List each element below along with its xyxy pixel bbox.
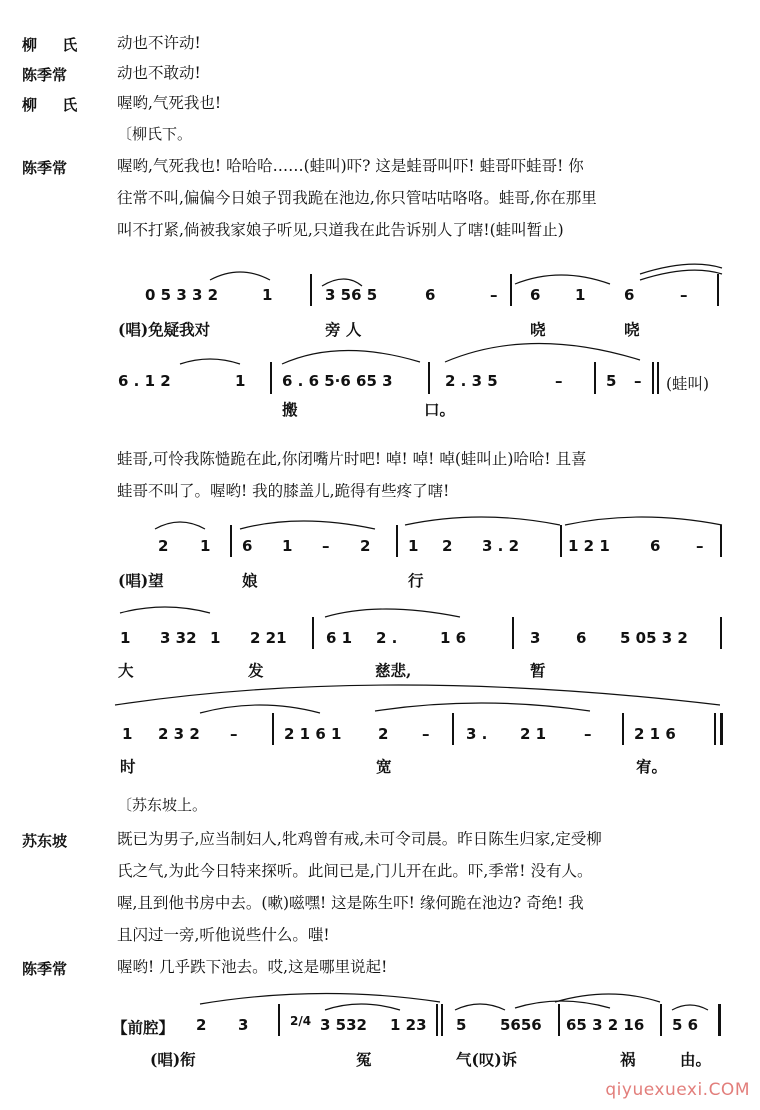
bar-line bbox=[558, 1004, 560, 1036]
score-note: 1 bbox=[200, 537, 211, 555]
score-lyric: 哓 bbox=[624, 320, 640, 339]
score-note: 1 bbox=[122, 725, 133, 743]
speech-line: 既已为男子,应当制妇人,牝鸡曾有戒,未可令司晨。昨日陈生归家,定受柳 bbox=[117, 830, 602, 848]
score-note: 2 bbox=[442, 537, 453, 555]
score-note: 6 1 bbox=[326, 629, 353, 647]
score-3 bbox=[0, 990, 760, 1080]
score-lyric: 气(叹)诉 bbox=[456, 1050, 518, 1069]
speaker-chen: 陈季常 bbox=[22, 66, 68, 84]
score-note: 2 bbox=[196, 1016, 207, 1034]
score-note: – bbox=[322, 537, 330, 555]
score-note: 2 3 2 bbox=[158, 725, 200, 743]
score-note: 6 bbox=[650, 537, 661, 555]
score-note: 2 1 bbox=[520, 725, 547, 743]
stage-direction: 〔柳氏下。 bbox=[117, 125, 193, 143]
score-lyric: 大 bbox=[118, 661, 134, 680]
score-note: 65 3 2 16 bbox=[566, 1016, 645, 1034]
speech-line: 蛙哥,可怜我陈慥跪在此,你闭嘴片时吧! 啅! 啅! 啅(蛙叫止)哈哈! 且喜 bbox=[117, 450, 587, 468]
score-lyric: 搬 bbox=[282, 400, 298, 419]
score-lyric: 行 bbox=[408, 571, 424, 590]
line-text: 动也不许动! bbox=[117, 34, 201, 52]
score-note: 3 . 2 bbox=[482, 537, 520, 555]
score-note: – bbox=[680, 286, 688, 304]
bar-line bbox=[622, 713, 624, 745]
speech-line: 氏之气,为此今日特来探听。此间已是,门儿开在此。吓,季常! 没有人。 bbox=[117, 862, 593, 880]
speaker-liu: 柳 氏 bbox=[22, 36, 88, 54]
score-note: 6 bbox=[576, 629, 587, 647]
speech-line: 喔哟,气死我也! 哈哈哈……(蛙叫)吓? 这是蛙哥叫吓! 蛙哥吓蛙哥! 你 bbox=[117, 157, 584, 175]
score-lyric: 娘 bbox=[242, 571, 258, 590]
speech-line: 喔哟! 几乎跌下池去。哎,这是哪里说起! bbox=[117, 958, 388, 976]
score-note: 5656 bbox=[500, 1016, 542, 1034]
score-lyric: (唱)望 bbox=[118, 571, 164, 590]
bar-line bbox=[594, 362, 596, 394]
score-1 bbox=[0, 262, 760, 417]
score-2 bbox=[0, 515, 760, 785]
speaker-liu: 柳 氏 bbox=[22, 96, 88, 114]
score-note: 2 1 6 1 bbox=[284, 725, 342, 743]
score-note: 1 bbox=[262, 286, 273, 304]
watermark: qiyuexuexi.COM bbox=[605, 1080, 750, 1100]
double-bar-line bbox=[657, 362, 659, 394]
score-lyric: 发 bbox=[248, 661, 264, 680]
score-note: 1 bbox=[282, 537, 293, 555]
bar-line bbox=[510, 274, 512, 306]
bar-line bbox=[278, 1004, 280, 1036]
score-note: – bbox=[490, 286, 498, 304]
bar-line bbox=[720, 525, 722, 557]
score-note: 6 bbox=[624, 286, 635, 304]
bar-line bbox=[230, 525, 232, 557]
score-lyric: 冤 bbox=[356, 1050, 372, 1069]
score-lyric: 时 bbox=[120, 757, 136, 776]
score-note: 1 bbox=[408, 537, 419, 555]
score-lyric: 暂 bbox=[530, 661, 546, 680]
bar-line bbox=[717, 274, 719, 306]
score-note: 5 05 3 2 bbox=[620, 629, 688, 647]
line-text: 喔哟,气死我也! bbox=[117, 94, 222, 112]
score-note: – bbox=[422, 725, 430, 743]
bar-line bbox=[560, 525, 562, 557]
score-note: 3 56 5 bbox=[325, 286, 378, 304]
score-lyric: 祸 bbox=[620, 1050, 636, 1069]
score-note: 5 6 bbox=[672, 1016, 699, 1034]
speech-line: 且闪过一旁,听他说些什么。嗤! bbox=[117, 926, 330, 944]
score-lyric: 口。 bbox=[424, 400, 456, 419]
bar-line bbox=[396, 525, 398, 557]
score-lyric: (唱)免疑我对 bbox=[118, 320, 211, 339]
speech-line: 喔,且到他书房中去。(嗽)嗞嘿! 这是陈生吓! 缘何跪在池边? 奇绝! 我 bbox=[117, 894, 584, 912]
score-note: 1 bbox=[210, 629, 221, 647]
score-label: 【前腔】 bbox=[112, 1019, 175, 1037]
stage-direction: 〔苏东坡上。 bbox=[117, 796, 208, 814]
score-note: 1 6 bbox=[440, 629, 467, 647]
score-note: 5 bbox=[606, 372, 617, 390]
bar-line bbox=[310, 274, 312, 306]
score-note: 3 532 bbox=[320, 1016, 367, 1034]
speaker-chen: 陈季常 bbox=[22, 159, 68, 177]
double-bar-line bbox=[436, 1004, 438, 1036]
speech-line: 蛙哥不叫了。喔哟! 我的膝盖儿,跪得有些疼了嗐! bbox=[117, 482, 450, 500]
score-note: 2 bbox=[378, 725, 389, 743]
line-text: 动也不敢动! bbox=[117, 64, 201, 82]
score-note: 2 bbox=[158, 537, 169, 555]
score-lyric: (唱)衔 bbox=[150, 1050, 196, 1069]
bar-line bbox=[272, 713, 274, 745]
score-note: – bbox=[696, 537, 704, 555]
score-note: 2 bbox=[360, 537, 371, 555]
score-note: 2 . bbox=[376, 629, 398, 647]
score-note: 2 21 bbox=[250, 629, 287, 647]
score-note: – bbox=[555, 372, 563, 390]
score-note: 1 2 1 bbox=[568, 537, 610, 555]
score-note: 1 23 bbox=[390, 1016, 427, 1034]
double-bar-line bbox=[441, 1004, 443, 1036]
score-note: 6 . 1 2 bbox=[118, 372, 171, 390]
speech-line: 往常不叫,偏偏今日娘子罚我跪在池边,你只管咕咕咯咯。蛙哥,你在那里 bbox=[117, 189, 597, 207]
score-note: 2 . 3 5 bbox=[445, 372, 498, 390]
speaker-chen: 陈季常 bbox=[22, 960, 68, 978]
speaker-su: 苏东坡 bbox=[22, 832, 68, 850]
score-note: 6 . 6 5·6 65 3 bbox=[282, 372, 393, 390]
score-note: 3 32 bbox=[160, 629, 197, 647]
score-note: 3 . bbox=[466, 725, 488, 743]
score-lyric: 哓 bbox=[530, 320, 546, 339]
score-1-slurs bbox=[0, 262, 760, 417]
speech-line: 叫不打紧,倘被我家娘子听见,只道我在此告诉别人了嗐!(蛙叫暂止) bbox=[117, 221, 564, 239]
bar-line bbox=[452, 713, 454, 745]
double-bar-line bbox=[714, 713, 716, 745]
score-note: 1 bbox=[235, 372, 246, 390]
score-note: 6 bbox=[530, 286, 541, 304]
score-2-slurs bbox=[0, 515, 760, 785]
bar-line bbox=[720, 617, 722, 649]
bar-line bbox=[428, 362, 430, 394]
score-note: 3 bbox=[238, 1016, 249, 1034]
score-lyric: 宽 bbox=[376, 757, 392, 776]
double-bar-line bbox=[652, 362, 654, 394]
score-note: – bbox=[634, 372, 642, 390]
bar-line bbox=[312, 617, 314, 649]
score-note: 3 bbox=[530, 629, 541, 647]
bar-line bbox=[660, 1004, 662, 1036]
score-note: 5 bbox=[456, 1016, 467, 1034]
time-signature: 2/4 bbox=[290, 1014, 312, 1028]
score-note: 1 bbox=[575, 286, 586, 304]
score-note: 6 bbox=[242, 537, 253, 555]
score-note: 6 bbox=[425, 286, 436, 304]
score-note: 2 1 6 bbox=[634, 725, 676, 743]
bar-line bbox=[270, 362, 272, 394]
score-lyric: 由。 bbox=[680, 1050, 712, 1069]
score-lyric: 慈悲, bbox=[375, 661, 412, 680]
score-note: – bbox=[230, 725, 238, 743]
score-tail: (蛙叫) bbox=[666, 375, 710, 393]
double-bar-line bbox=[720, 713, 723, 745]
score-note: 0 5 3 3 2 bbox=[145, 286, 219, 304]
bar-line bbox=[512, 617, 514, 649]
score-lyric: 宥。 bbox=[636, 757, 668, 776]
score-note: 1 bbox=[120, 629, 131, 647]
score-note: – bbox=[584, 725, 592, 743]
score-lyric: 旁 人 bbox=[325, 320, 362, 339]
end-bar-line bbox=[718, 1004, 721, 1036]
